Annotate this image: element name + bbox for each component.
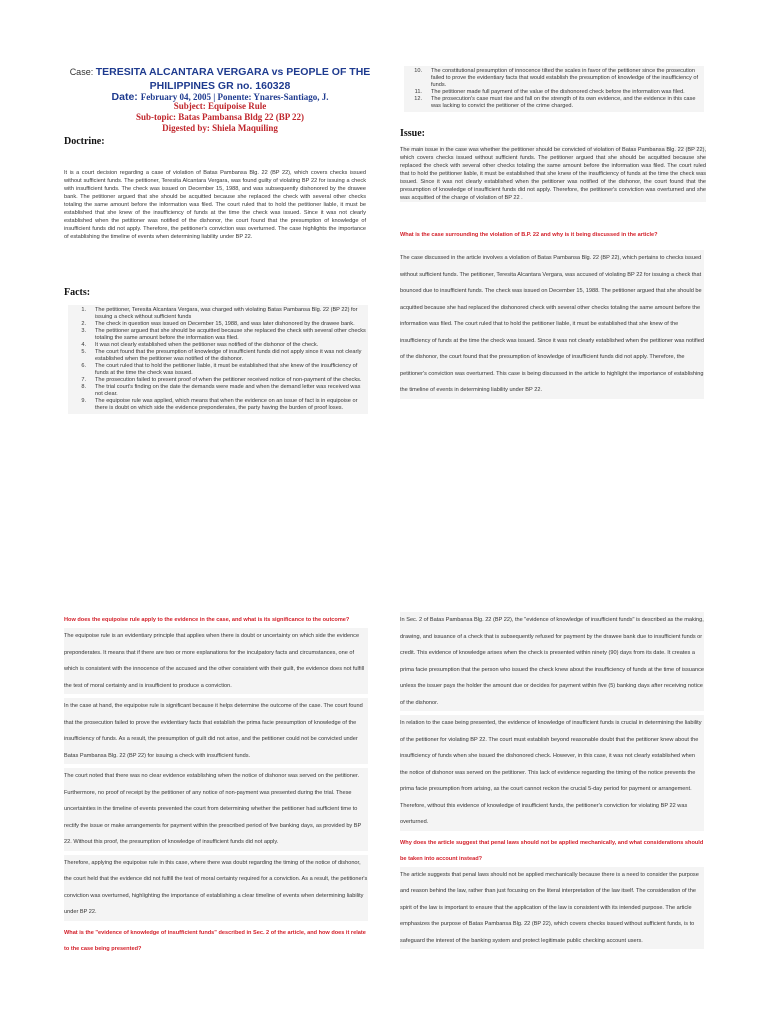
fact-item-number: 3. xyxy=(81,328,86,334)
answer-case-surrounding xyxy=(400,250,704,403)
date-label: Date: xyxy=(111,91,138,103)
case-title-line1: TERESITA ALCANTARA VERGARA vs PEOPLE OF THE xyxy=(95,66,371,78)
fact-item-number: 8. xyxy=(81,384,86,390)
fact-item-number: 5. xyxy=(81,349,86,355)
fact-item xyxy=(68,307,368,321)
case-header xyxy=(60,66,380,93)
fact-item xyxy=(68,328,368,342)
fact-item-number: 10. xyxy=(414,68,422,74)
fact-item-text: The court ruled that to hold the petitioner liable, it must be established that she knew of the insufficiency of funds at the time the check was issued. xyxy=(95,363,358,376)
fact-item xyxy=(68,321,368,328)
fact-item-number: 4. xyxy=(81,342,86,348)
question-evidence-of-knowledge: What is the "evidence of knowledge of insufficient funds" described in Sec. 2 of the article, and how does it relate to the case being presented? xyxy=(64,929,366,952)
fact-item-text: The check in question was issued on December 15, 1988, and was later dishonored by the drawee bank. xyxy=(95,321,355,327)
fact-item xyxy=(68,377,368,384)
evidence-paragraph-2: In relation to the case being presented, the evidence of knowledge of insufficient funds is crucial in determining the liability of the petitioner for violating BP 22. The court must establish beyond reasonable doubt that the petitioner knew about the insufficiency of funds when she issued the dishonored check. However, in this case, it was not clearly established when the notice of dishonor was served on the petitioner. This lack of evidence regarding the timing of the notice prevents the prima facie presumption from arising, as the court cannot reckon the crucial 5-day period for payment or arrangement. Therefore, without this evidence of knowledge of insufficient funds, the petitioner's conviction for violating BP 22 was overturned. xyxy=(400,715,704,831)
fact-item-text: The prosecution's case must rise and fall on the strength of its own evidence, and the evidence in this case was lacking to convict the petitioner of the crime charged. xyxy=(431,96,696,109)
facts-list xyxy=(68,305,368,414)
question-case-surrounding: What is the case surrounding the violation of B.P. 22 and why is it being discussed in the article? xyxy=(400,232,658,238)
fact-item xyxy=(68,342,368,349)
question-equipoise: How does the equipoise rule apply to the evidence in the case, and what is its significance to the outcome? xyxy=(64,617,350,623)
fact-item-number: 12. xyxy=(414,96,422,102)
equipoise-paragraph-4: Therefore, applying the equipoise rule in this case, where there was doubt regarding the timing of the notice of dishonor, the court held that the evidence did not fulfill the test of moral certainty required for a conviction. As a result, the petitioner's conviction was overturned, highlighting the importance of establishing a clear timeline of events when determining liability under BP 22. xyxy=(64,855,368,921)
fact-item xyxy=(404,89,704,96)
penal-laws-paragraph: The article suggests that penal laws should not be applied mechanically because there is a need to consider the purpose and reason behind the law, rather than just focusing on the literal interpretation of the law itself. The consideration of the spirit of the law is important to ensure that the application of the law is consistent with its intended purpose. The article emphasizes the purpose of Batas Pambansa Blg. 22 (BP 22), which covers checks issued without sufficient funds, is to safeguard the interest of the banking system and protect legitimate public checking account users. xyxy=(400,867,704,950)
evidence-paragraph-1: In Sec. 2 of Batas Pambansa Blg. 22 (BP 22), the "evidence of knowledge of insufficient funds" is described as the making, drawing, and issuance of a check that is subsequently refused for payment by the drawee bank due to insufficient funds or credit. This evidence of knowledge arises when the check is presented within ninety (90) days from its date. It creates a prima facie presumption that the person who issued the check knew about the insufficiency of funds at the time of issuance unless the issuer pays the holder the amount due or decides for payment within five (5) banking days after receiving notice of the dishonor. xyxy=(400,612,704,711)
fact-item-text: It was not clearly established when the petitioner was notified of the dishonor of the check. xyxy=(95,342,319,348)
fact-item-text: The court found that the presumption of knowledge of insufficient funds did not apply since it was not clearly established when the petitioner was notified of the dishonor. xyxy=(95,349,362,362)
fact-item-text: The petitioner argued that she should be acquitted because she replaced the check with several other checks totaling the same amount before the information was filed. xyxy=(95,328,366,341)
question-penal-laws: Why does the article suggest that penal laws should not be applied mechanically, and what considerations should be taken into account instead? xyxy=(400,839,704,862)
fact-item-number: 1. xyxy=(81,307,86,313)
digested-by-line: Digested by: Shiela Maquiling xyxy=(162,123,278,133)
subject-line: Subject: Equipoise Rule xyxy=(173,101,267,111)
equipoise-paragraph-1: The equipoise rule is an evidentiary principle that applies when there is doubt or uncertainty on which side the evidence preponderates. It means that if there are two or more explanations for the inculpatory facts and circumstances, one of which is consistent with the innocence of the accused and the other consistent with their guilt, the evidence does not fulfill the test of moral certainty and is insufficient to produce a conviction. xyxy=(64,628,368,694)
subtopic-line: Sub-topic: Batas Pambansa Bldg 22 (BP 22) xyxy=(135,112,305,122)
fact-item-text: The trial court's finding on the date the demands were made and when the demand letter was received was not clear. xyxy=(95,384,361,397)
fact-item-number: 2. xyxy=(81,321,86,327)
equipoise-paragraph-3: The court noted that there was no clear evidence establishing when the notice of dishonor was served on the petitioner. Furthermore, no proof of receipt by the petitioner of any notice of non-payment was presented during the trial. These uncertainties in the timeline of events prevented the court from determining whether the petitioner had sufficient time to rectify the issue or make arrangements for payment within the prescribed period of five banking days, as provided by BP 22. Without this proof, the presumption of knowledge of insufficient funds did not apply. xyxy=(64,768,368,851)
doctrine-text: It is a court decision regarding a case of violation of Batas Pambansa Blg. 22 (BP 22), which covers checks issued without sufficient funds. The petitioner, Teresita Alcantara Vergara, was found guilty of violating BP 22 for issuing a check with insufficient funds. The check was issued on December 15, 1988, and was subsequently dishonored by the drawee bank. The petitioner argued that she should be acquitted because she replaced the check with several other checks totaling the same amount before the information was filed. The court ruled that to hold the petitioner liable, it must be established that she knew of the insufficiency of funds at the time the check was issued. Since it was not clearly established when the petitioner was notified of the dishonor, the court found that the presumption of knowledge of insufficient funds did not apply. Therefore, the petitioner's conviction was overturned. The case highlights the importance of establishing the timeline of events when determining liability under BP 22. xyxy=(64,170,366,240)
facts-heading: Facts: xyxy=(64,287,91,298)
fact-item-number: 11. xyxy=(414,89,422,95)
fact-item-text: The prosecution failed to present proof of when the petitioner received notice of non-payment of the checks. xyxy=(95,377,362,383)
fact-item-number: 6. xyxy=(81,363,86,369)
fact-item xyxy=(68,363,368,377)
fact-item-number: 7. xyxy=(81,377,86,383)
facts-continuation-list xyxy=(404,66,704,112)
fact-item xyxy=(68,398,368,412)
case-title-line2: PHILIPPINES GR no. 160328 xyxy=(149,79,291,92)
fact-item-text: The constitutional presumption of innocence tilted the scales in favor of the petitioner since the prosecution failed to prove the evidentiary facts that would establish the presumption of knowledge of the insufficiency of funds. xyxy=(431,68,699,88)
fact-item-number: 9. xyxy=(81,398,86,404)
fact-item-text: The petitioner, Teresita Alcantara Vergara, was charged with violating Batas Pambansa Blg. 22 (BP 22) for issuing a check without sufficient funds xyxy=(95,307,358,320)
lower-left-column xyxy=(64,612,368,957)
lower-right-column xyxy=(400,612,704,953)
fact-item xyxy=(404,68,704,89)
fact-item-text: The petitioner made full payment of the value of the dishonored check before the information was filed. xyxy=(431,89,685,95)
fact-item xyxy=(404,96,704,110)
fact-item xyxy=(68,384,368,398)
case-label: Case: xyxy=(69,67,94,77)
doctrine-heading: Doctrine: xyxy=(64,136,105,147)
issue-text: The main issue in the case was whether the petitioner should be convicted of violation of Batas Pambansa Blg. 22 (BP 22), which covers checks issued without sufficient funds. The petitioner argued that she should be acquitted because she replaced the check with several other checks totaling the same amount before the information was filed. The court ruled that to hold the petitioner liable, it must be established that she knew of the insufficiency of funds at the time the check was issued. Since it was not clearly established when the petitioner was notified of the dishonor, the court found that the presumption of knowledge of insufficient funds did not apply. Therefore, the petitioner's conviction was overturned and she was acquitted of the charge of violation of BP 22 . xyxy=(400,147,706,201)
fact-item-text: The equipoise rule was applied, which means that when the evidence on an issue of fact is in equipoise or there is doubt on which side the evidence preponderates, the party having the burden of proof loses. xyxy=(95,398,358,411)
date-value: February 04, 2005 | Ponente: Ynares-Santiago, J. xyxy=(140,92,329,102)
fact-item xyxy=(68,349,368,363)
answer-case-surrounding-text: The case discussed in the article involves a violation of Batas Pambansa Blg. 22 (BP 22), which pertains to checks issued without sufficient funds. The petitioner, Teresita Alcantara Vergara, was accused of violating BP 22 for issuing a check that bounced due to insufficient funds. The check was issued on December 15, 1988. The petitioner argued that she should be acquitted because she had replaced the dishonored check with several other checks totaling the same amount before the information was filed. The court ruled that to hold the petitioner liable, it must be established that she knew of the insufficiency of funds at the time the check was issued. Since it was not clearly established when the petitioner was notified of the dishonor, the court found that the presumption of knowledge of insufficient funds did not apply. Therefore, the petitioner's conviction was overturned. This case is being discussed in the article to highlight the importance of establishing the timeline of events in determining liability under BP 22. xyxy=(400,250,704,399)
equipoise-paragraph-2: In the case at hand, the equipoise rule is significant because it helps determine the outcome of the case. The court found that the prosecution failed to prove the evidentiary facts that establish the prima facie presumption of knowledge of the insufficiency of funds. As a result, the presumption of guilt did not arise, and the petitioner could not be convicted under Batas Pambansa Blg. 22 (BP 22) for issuing a check with insufficient funds. xyxy=(64,698,368,764)
issue-heading: Issue: xyxy=(400,128,426,139)
